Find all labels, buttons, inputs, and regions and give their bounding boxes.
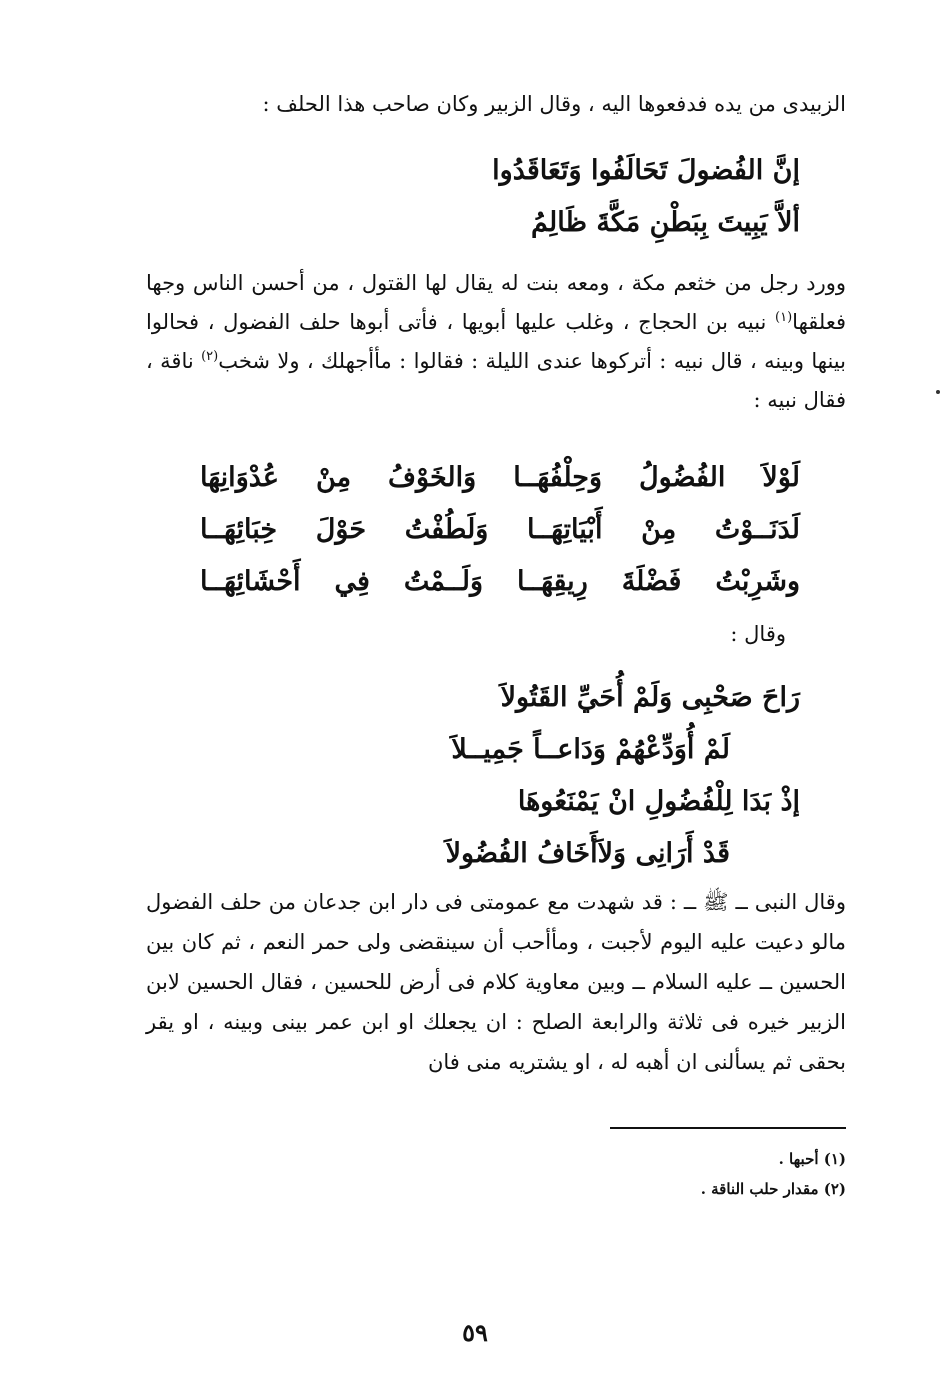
paragraph-1 xyxy=(146,264,846,420)
footnote-1: (١) أحبها . xyxy=(778,1150,846,1168)
verse-block-1 xyxy=(200,145,800,249)
verse-1-line-2: ألاَّ يَبِيتَ بِبَطْنِ مَكَّةَ ظَالِمُ xyxy=(531,207,800,238)
paragraph-1-part-a: وورد رجل من خثعم مكة ، ومعه بنت له يقال لها القتول ، من أحسن الناس وجها فعلقها xyxy=(146,271,846,334)
paragraph-1-part-c: ناقة ، فقال نبيه : xyxy=(146,349,846,412)
opening-line-text: الزبيدى من يده فدفعوها اليه ، وقال الزبير وكان صاحب هذا الحلف : xyxy=(262,92,846,116)
footnotes xyxy=(446,1144,846,1204)
said-label-block xyxy=(486,615,786,654)
verse-3-line-2: لَمْ أُوَدِّعْهُمْ وَدَاعــاً جَمِيــلاَ xyxy=(451,734,730,765)
verse-2-line-1: لَوْلاَ الفُضُولُ وَحِلْفُهَــا وَالخَوْفُ مِنْ عُدْوَانِهَا xyxy=(200,462,800,493)
opening-line xyxy=(146,85,846,124)
footnote-divider xyxy=(610,1127,846,1129)
page-number: ٥٩ xyxy=(462,1318,488,1347)
footnote-ref-2: (٢) xyxy=(201,349,219,364)
verse-3-line-3: إذْ بَدَا لِلْفُضُولِ انْ يَمْنَعُوهَا xyxy=(517,786,800,817)
verse-3-line-4: قَدْ أَرَانِى وَلاَأَخَافُ الفُضُولاَ xyxy=(445,838,730,869)
paragraph-2 xyxy=(146,882,846,1082)
verse-2-line-3: وشَرِبْتُ فَضْلَةَ رِيقِهَــا وَلَــمْتُ فِي أَحْشَائِهَــا xyxy=(200,566,800,597)
paragraph-2-text: وقال النبى ــ ﷺ ــ : قد شهدت مع عمومتى فى دار ابن جدعان من حلف الفضول مالو دعيت عليه اليوم لأجبت ، ومأأحب أن سينقضى ولى حمر النعم ، ثم كان بين الحسين ــ عليه السلام ــ وبين معاوية كلام فى أرض للحسين ، فقال الحسين لابن الزبير خيره فى ثلاثة والرابعة الصلح : ان يجعلك او ابن عمر بينى وبينه ، او يقر بحقى ثم يسألنى ان أهبه له ، او يشتريه منى فان xyxy=(146,890,846,1074)
paragraph-1-text xyxy=(146,264,846,420)
said-label: وقال : xyxy=(730,622,786,646)
verse-block-2 xyxy=(200,452,800,608)
verse-3-line-1: رَاحَ صَحْبِى وَلَمْ أُحَيِّ القَتُولاَ xyxy=(500,682,800,713)
margin-dot xyxy=(936,390,940,394)
paragraph-1-part-b: نبيه بن الحجاج ، وغلب عليها أبويها ، فأتى أبوها حلف الفضول ، فحالوا بينها وبينه ، قال نبيه : أتركوها عندى الليلة : فقالوا : مأأجهلك ، ولا شخب xyxy=(146,310,846,373)
footnote-2: (٢) مقدار حلب الناقة . xyxy=(700,1180,846,1198)
verse-1-line-1: إنَّ الفُضولَ تَحَالَفُوا وَتَعَاقَدُوا xyxy=(492,155,800,186)
verse-2-line-2: لَدَنَــوْتُ مِنْ أَبْيَاتِهَــا وَلَطُفْتُ حَوْلَ خِبَائِهَــا xyxy=(200,514,800,545)
verse-block-3 xyxy=(200,672,800,880)
footnote-ref-1: (١) xyxy=(775,310,793,325)
